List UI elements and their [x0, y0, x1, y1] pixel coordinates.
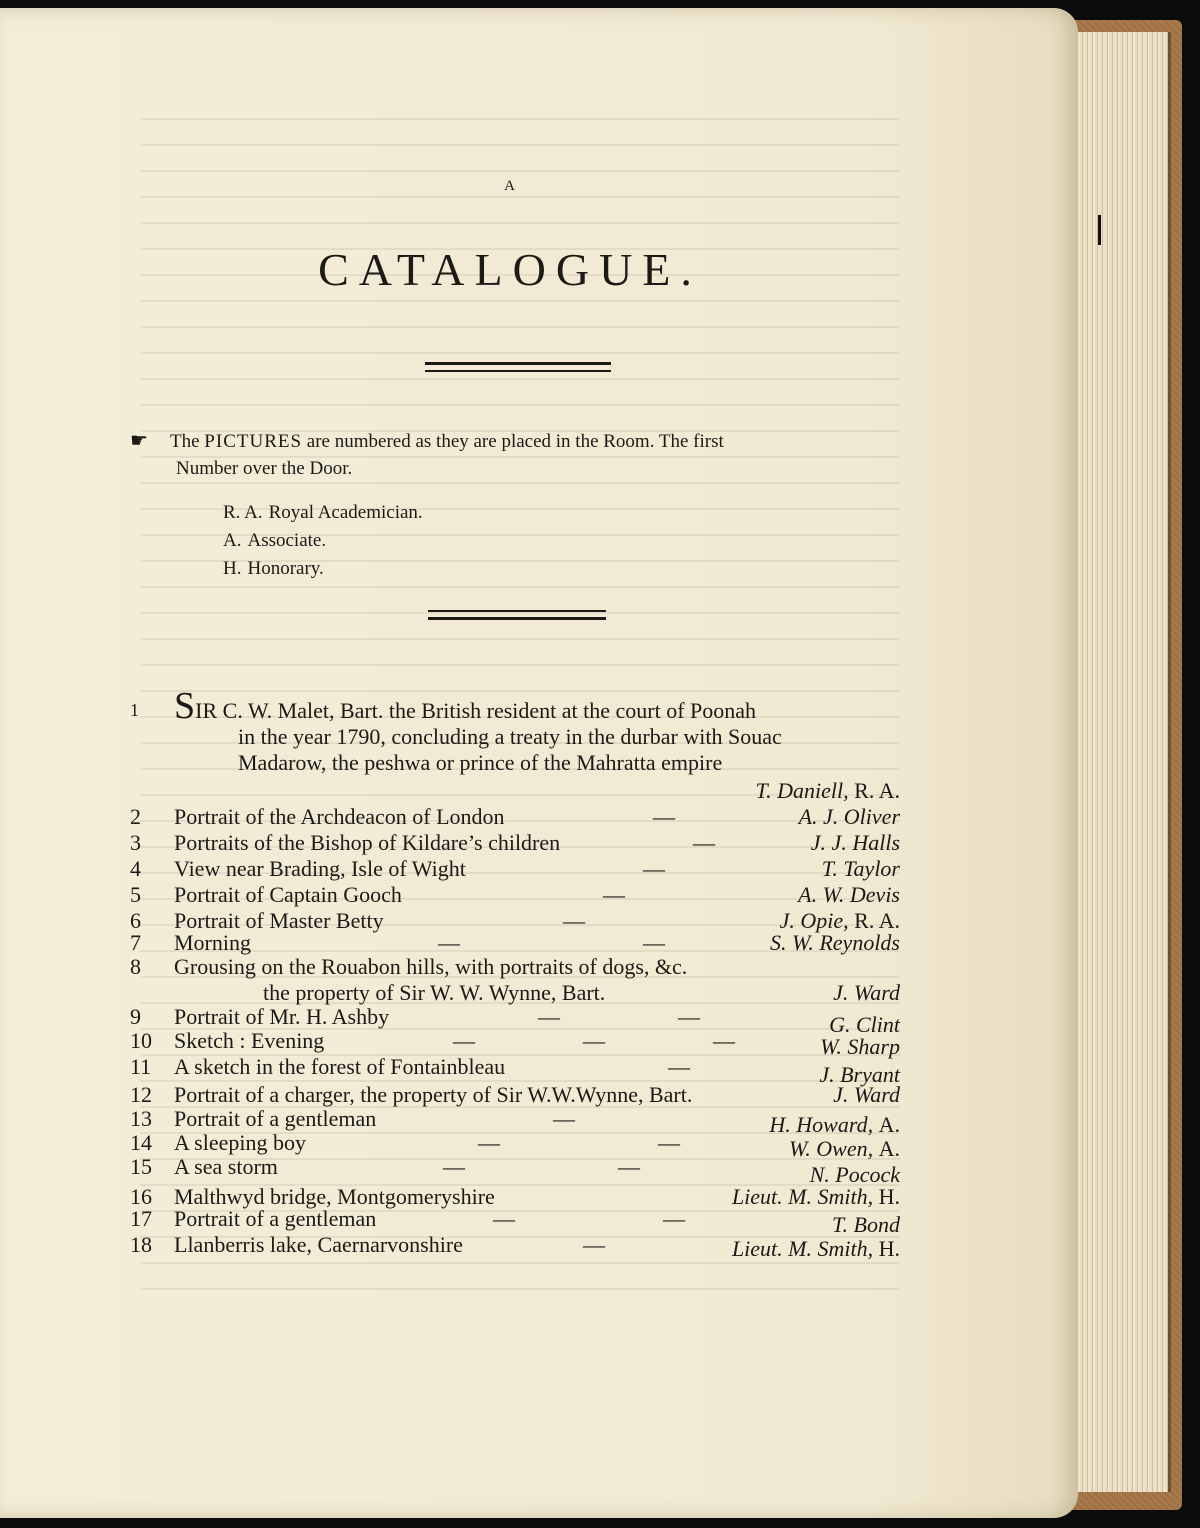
entry-title: Portrait of a charger, the property of Sir W.W.Wynne, Bart.: [174, 1082, 693, 1107]
entry-continuation: the property of Sir W. W. Wynne, Bart. J. Ward: [263, 980, 900, 1005]
entry-title: Llanberris lake, Caernarvonshire: [174, 1232, 463, 1257]
title-rule-bottom: [425, 370, 611, 372]
artist-rank: A.: [878, 1136, 900, 1161]
artist-name: N. Pocock: [809, 1162, 900, 1187]
catalogue-entry: 4 View near Brading, Isle of Wight — T. Taylor: [130, 856, 900, 881]
artist-name: S. W. Reynolds: [770, 930, 900, 955]
note-emphasis: PICTURES: [204, 431, 303, 452]
artist-rank: R. A.: [854, 778, 900, 803]
entry-artist-line: [130, 778, 900, 804]
entry-title: Portrait of Captain Gooch: [174, 882, 402, 907]
entry-title: Portrait of a gentleman: [174, 1106, 377, 1131]
catalogue-entry: 11 A sketch in the forest of Fontainbleau — J. Bryant: [130, 1054, 900, 1087]
note-line-2: Number over the Door.: [176, 458, 353, 479]
catalogue-entry: 16 Malthwyd bridge, Montgomeryshire Lieut. M. Smith, H.: [130, 1184, 900, 1209]
catalogue-entry: 14 A sleeping boy — — W. Owen, A.: [130, 1130, 900, 1161]
pointing-hand-icon: ☛: [130, 430, 148, 452]
heading-letter: A: [504, 178, 516, 194]
artist-rank: H.: [878, 1184, 900, 1209]
artist-name: Lieut. M. Smith,: [731, 1236, 874, 1261]
artist-name: T. Daniell,: [755, 778, 849, 803]
entry-title: Grousing on the Rouabon hills, with portraits of dogs, &c.: [174, 954, 688, 979]
artist-name: J. Ward: [833, 980, 900, 1005]
bookmark-ribbon: [1098, 215, 1101, 245]
page-title: CATALOGUE.: [318, 244, 702, 295]
artist-name: G. Clint: [829, 1012, 900, 1037]
catalogue-entry: 10 Sketch : Evening — — — W. Sharp: [130, 1028, 900, 1059]
artist-name: T. Taylor: [821, 856, 900, 881]
abbreviation-ra: R. A. Royal Academician.: [223, 502, 423, 523]
artist-name: W. Owen,: [788, 1136, 874, 1161]
entry-title: A sketch in the forest of Fontainbleau: [174, 1054, 506, 1079]
catalogue-page: [0, 8, 1078, 1518]
entry-title: Sketch : Evening: [174, 1028, 325, 1053]
entry-title: A sea storm: [174, 1154, 278, 1179]
artist-name: J. Ward: [833, 1082, 900, 1107]
catalogue-entry: 2 Portrait of the Archdeacon of London — A. J. Oliver: [130, 804, 900, 829]
artist-name: A. J. Oliver: [798, 804, 900, 829]
entry-number: 1: [130, 700, 139, 720]
entry-title: Portrait of Mr. H. Ashby: [174, 1004, 390, 1029]
introductory-note: [130, 428, 910, 482]
catalogue-entry: 5 Portrait of Captain Gooch — A. W. Devis: [130, 882, 900, 907]
artist-name: W. Sharp: [820, 1034, 900, 1059]
artist-rank: A.: [878, 1112, 900, 1137]
entry-title: Portrait of Master Betty: [174, 908, 384, 933]
catalogue-entry: 8 Grousing on the Rouabon hills, with portraits of dogs, &c.: [130, 954, 688, 979]
catalogue-entry: 6 Portrait of Master Betty — J. Opie, R. A.: [130, 908, 900, 933]
entry-title: Malthwyd bridge, Montgomeryshire: [174, 1184, 495, 1209]
artist-name: J. J. Halls: [810, 830, 900, 855]
entry-continuation: in the year 1790, concluding a treaty in the durbar with Souac: [238, 724, 782, 749]
entry-title: SIR C. W. Malet, Bart. the British resident at the court of Poonah: [174, 685, 757, 727]
entry-title: Portraits of the Bishop of Kildare’s children: [174, 830, 561, 855]
artist-name: A. W. Devis: [798, 882, 900, 907]
catalogue-entry: 3 Portraits of the Bishop of Kildare’s children — J. J. Halls: [130, 830, 900, 855]
catalogue-entry: 13 Portrait of a gentleman — H. Howard, A.: [130, 1106, 900, 1137]
entry-title: A sleeping boy: [174, 1130, 306, 1155]
title-rule-top: [425, 362, 611, 365]
catalogue-entry: 7 Morning — — S. W. Reynolds: [130, 930, 900, 955]
artist-rank: R. A.: [854, 908, 900, 933]
abbreviation-a: A. Associate.: [223, 530, 327, 551]
artist-name: J. Bryant: [819, 1062, 900, 1087]
catalogue-entry: [130, 685, 900, 727]
artist-name: T. Bond: [831, 1212, 900, 1237]
abbreviation-h: H. Honorary.: [223, 558, 324, 579]
artist-name: Lieut. M. Smith,: [731, 1184, 874, 1209]
entry-title: Portrait of a gentleman: [174, 1206, 377, 1231]
entry-title: View near Brading, Isle of Wight: [174, 856, 466, 881]
section-rule-bottom: [428, 617, 606, 620]
catalogue-entry: 18 Llanberris lake, Caernarvonshire — Lieut. M. Smith, H.: [130, 1232, 900, 1261]
catalogue-entry: 15 A sea storm — — N. Pocock: [130, 1154, 900, 1187]
artist-rank: H.: [878, 1236, 900, 1261]
artist-name: J. Opie,: [779, 908, 849, 933]
entry-title: Morning: [174, 930, 251, 955]
catalogue-entry: 17 Portrait of a gentleman — — T. Bond: [130, 1206, 900, 1237]
entry-title: Portrait of the Archdeacon of London: [174, 804, 505, 829]
artist-name: H. Howard,: [769, 1112, 874, 1137]
note-line-1: ☛ The PICTURES are numbered as they are placed in the Room. The first: [130, 428, 910, 455]
section-rule-top: [428, 610, 606, 612]
entry-continuation: Madarow, the peshwa or prince of the Mahratta empire: [238, 750, 723, 775]
catalogue-entry: 9 Portrait of Mr. H. Ashby — — G. Clint: [130, 1004, 900, 1037]
catalogue-entry: 12 Portrait of a charger, the property of Sir W.W.Wynne, Bart. J. Ward: [130, 1082, 900, 1107]
